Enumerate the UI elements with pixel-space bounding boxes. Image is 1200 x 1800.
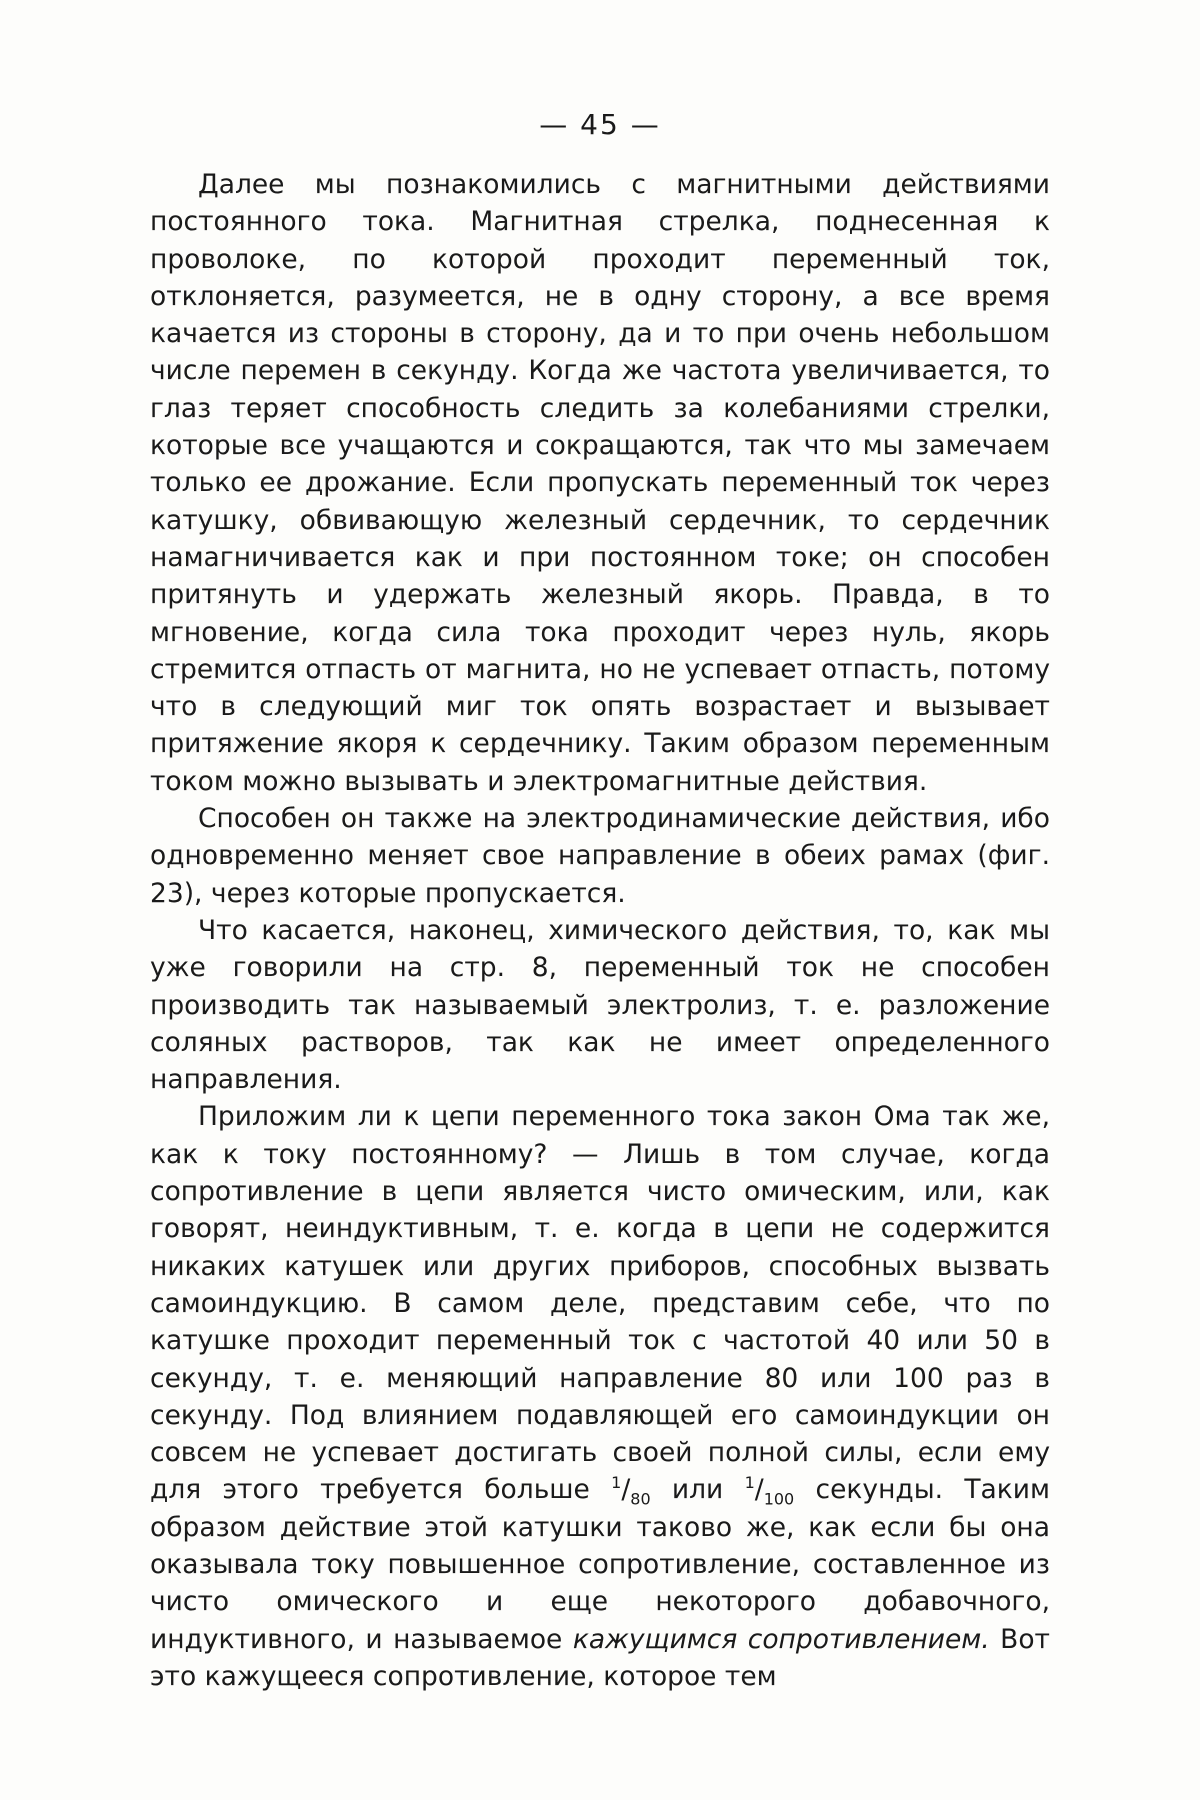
- paragraph-2: Способен он также на электродинамические действия, ибо одновременно меняет свое направление в обеих рамах (фиг. 23), через которые пропускается.: [150, 803, 1050, 909]
- fraction-1-numerator: 1: [611, 1473, 622, 1493]
- fraction-2-numerator: 1: [744, 1473, 755, 1493]
- paragraph-4-text-mid-2: секунды. Таким образом действие этой катушки таково же, как если бы она оказывала току повышенное сопротивление, составленное из чисто омического и еще некоторого добавочного, индуктивного, и называемое: [150, 1474, 1050, 1655]
- fraction-1-denominator: 80: [630, 1489, 651, 1509]
- paragraph-4: Приложим ли к цепи переменного тока закон Ома так же, как к току постоянному? — Лишь в том случае, когда сопротивление в цепи является чисто омическим, или, как говорят, неиндуктивным, т. е. когда в цепи не содержится никаких катушек или других приборов, способных вызвать самоиндукцию. В самом деле, представим себе, что по катушке проходит переменный ток с частотой 40 или 50 в секунду, т. е. меняющий направление 80 или 100 раз в секунду. Под влиянием подавляющей его самоиндукции он совсем не успевает достигать своей полной силы, если ему для этого требуется больше $^1/_{80}$ или $^1/_{100}$ секунды. Таким образом действие этой катушки таково же, как если бы она оказывала току повышенное сопротивление, составленное из чисто омического и еще некоторого добавочного, индуктивного, и называемое кажущимся сопротивлением. Вот это кажущееся сопротивление, которое тем: [150, 1101, 1050, 1692]
- fraction-2-denominator: 100: [763, 1489, 795, 1509]
- paragraph-4-text-mid-1: или: [650, 1474, 745, 1506]
- paragraph-4-text-before: Приложим ли к цепи переменного тока закон Ома так же, как к току постоянному? — Лишь в том случае, когда сопротивление в цепи является чисто омическим, или, как говорят, неиндуктивным, т. е. когда в цепи не содержится никаких катушек или других приборов, способных вызвать самоиндукцию. В самом деле, представим себе, что по катушке проходит переменный ток с частотой 40 или 50 в секунду, т. е. меняющий направление 80 или 100 раз в секунду. Под влиянием подавляющей его самоиндукции он совсем не успевает достигать своей полной силы, если ему для этого требуется больше: [150, 1101, 1050, 1506]
- paragraph-4-text-after: Вот это кажущееся сопротивление, которое тем: [150, 1623, 1050, 1692]
- page-number: — 45 —: [539, 108, 661, 141]
- body-text: [150, 166, 1050, 1695]
- paragraph-3: Что касается, наконец, химического действия, то, как мы уже говорили на стр. 8, переменный ток не способен производить так называемый электролиз, т. е. разложение соляных растворов, так как не имеет определенного направления.: [150, 914, 1050, 1096]
- paragraph-1: Далее мы познакомились с магнитными действиями постоянного тока. Магнитная стрелка, поднесенная к проволоке, по которой проходит переменный ток, отклоняется, разумеется, не в одну сторону, а все время качается из стороны в сторону, да и то при очень небольшом числе перемен в секунду. Когда же частота увеличивается, то глаз теряет способность следить за колебаниями стрелки, которые все учащаются и сокращаются, так что мы замечаем только ее дрожание. Если пропускать переменный ток через катушку, обвивающую железный сердечник, то сердечник намагничивается как и при постоянном токе; он способен притянуть и удержать железный якорь. Правда, в то мгновение, когда сила тока проходит через нуль, якорь стремится отпасть от магнита, но не успевает отпасть, потому что в следующий миг ток опять возрастает и вызывает притяжение якоря к сердечнику. Таким образом переменным током можно вызывать и электромагнитные действия.: [150, 169, 1050, 797]
- emphasized-term: кажущимся сопротивлением.: [572, 1623, 990, 1655]
